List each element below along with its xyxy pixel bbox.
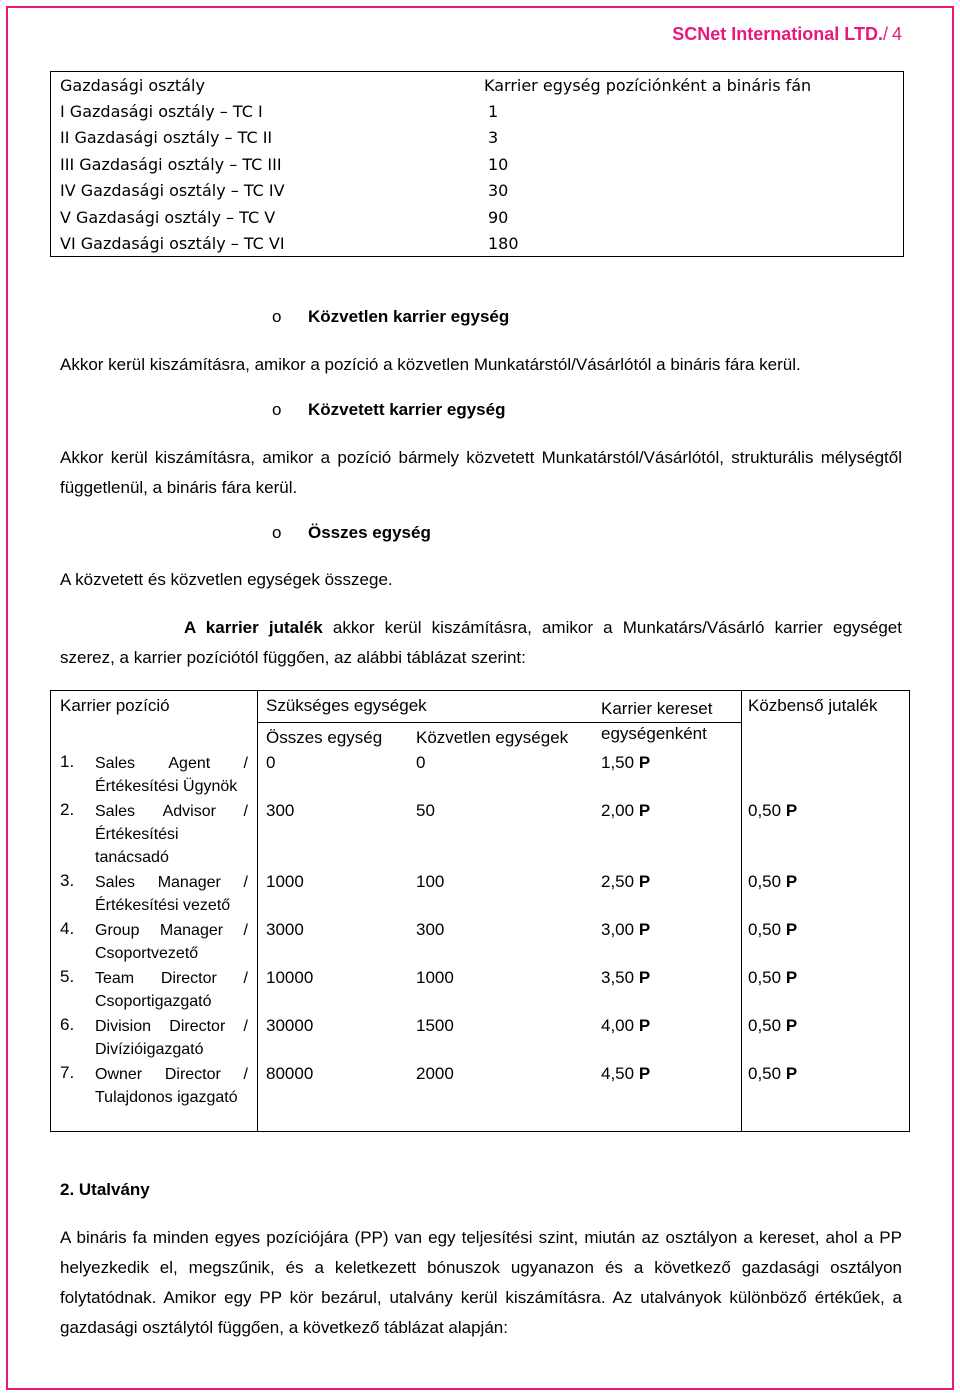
earning-per-unit: 4,00 P xyxy=(601,1016,651,1035)
header-earning: Karrier kereset egységenként xyxy=(601,699,713,743)
section-title: 2. Utalvány xyxy=(60,1180,150,1199)
position-number: 6. xyxy=(60,1015,75,1034)
class-units: 180 xyxy=(488,234,519,253)
class-units: 30 xyxy=(488,181,509,200)
position-number: 2. xyxy=(60,800,75,819)
direct-units: 1000 xyxy=(416,968,454,987)
page-number: 4 xyxy=(891,24,902,44)
position-name: Group Manager / Csoportvezető xyxy=(95,922,248,962)
paragraph-indirect: Akkor kerül kiszámításra, amikor a pozíció bármely közvetett Munkatárstól/Vásárlótól, strukturális mélységtől függetlenül, a bináris fára kerül. xyxy=(60,448,902,497)
class-name: IV Gazdasági osztály – TC IV xyxy=(60,181,285,200)
interim-reward: 0,50 P xyxy=(748,968,798,987)
paragraph-direct: Akkor kerül kiszámításra, amikor a pozíció a közvetlen Munkatárstól/Vásárlótól a bináris fára kerül. xyxy=(60,355,801,374)
direct-units: 2000 xyxy=(416,1064,454,1083)
header-units: Karrier egység pozíciónként a bináris fán xyxy=(484,76,812,95)
interim-reward: 0,50 P xyxy=(748,1064,798,1083)
earning-per-unit: 2,50 P xyxy=(601,872,651,891)
earning-per-unit: 2,00 P xyxy=(601,801,651,820)
total-units: 80000 xyxy=(266,1064,314,1083)
position-name: Sales Advisor / Értékesítési tanácsadó xyxy=(95,803,248,866)
career-table xyxy=(50,690,910,1132)
table-row xyxy=(51,99,903,125)
company-name: SCNet International LTD. xyxy=(672,24,883,44)
earning-per-unit: 4,50 P xyxy=(601,1064,651,1083)
total-units: 300 xyxy=(266,801,295,820)
header-class: Gazdasági osztály xyxy=(60,76,205,95)
direct-units: 1500 xyxy=(416,1016,454,1035)
position-number: 4. xyxy=(60,919,75,938)
table-row xyxy=(51,205,903,231)
table-row xyxy=(51,152,903,178)
total-units: 10000 xyxy=(266,968,314,987)
class-units: 90 xyxy=(488,208,509,227)
position-name: Sales Agent / Értékesítési Ügynök xyxy=(95,755,248,795)
total-units: 3000 xyxy=(266,920,304,939)
class-name: V Gazdasági osztály – TC V xyxy=(60,208,276,227)
position-number: 5. xyxy=(60,967,75,986)
position-name: Sales Manager / Értékesítési vezető xyxy=(95,874,248,914)
table-row xyxy=(51,125,903,151)
total-units: 1000 xyxy=(266,872,304,891)
earning-per-unit: 3,50 P xyxy=(601,968,651,987)
class-name: II Gazdasági osztály – TC II xyxy=(60,128,273,147)
class-name: VI Gazdasági osztály – TC VI xyxy=(60,234,285,253)
bullet-title: Közvetlen karrier egység xyxy=(308,307,510,326)
position-number: 3. xyxy=(60,871,75,890)
col-divider xyxy=(257,691,258,1131)
class-name: I Gazdasági osztály – TC I xyxy=(60,102,263,121)
direct-units: 300 xyxy=(416,920,445,939)
paragraph-total: A közvetett és közvetlen egységek összege. xyxy=(60,570,393,589)
economic-class-table xyxy=(50,71,904,257)
table-row xyxy=(51,231,903,257)
total-units: 0 xyxy=(266,753,276,772)
reward-text: akkor kerül kiszámításra, amikor a Munkatárs/Vásárló karrier egységet szerez, a karrier pozíciótól függően, az alábbi táblázat szerint: xyxy=(60,618,902,667)
class-units: 10 xyxy=(488,155,509,174)
paragraph-voucher: A bináris fa minden egyes pozíciójára (PP) van egy teljesítési szint, miután az osztályon a kereset, ahol a PP helyezkedik el, megszűnik, és a keletkezett bónuszok ugyanazon és a következő gazdasági osztályon folytatódnak. Amikor egy PP kör bezárul, utalvány kerül kiszámításra. Az utalványok különböző értékűek, a gazdasági osztálytól függően, a következő táblázat alapján: xyxy=(60,1228,902,1337)
header-required: Szükséges egységek xyxy=(266,696,427,715)
interim-reward: 0,50 P xyxy=(748,1016,798,1035)
position-name: Division Director / Divízióigazgató xyxy=(95,1018,248,1058)
class-units: 3 xyxy=(488,128,499,147)
position-number: 1. xyxy=(60,752,75,771)
table-header-row xyxy=(51,73,903,99)
position-name: Owner Director / Tulajdonos igazgató xyxy=(95,1066,248,1106)
position-number: 7. xyxy=(60,1063,75,1082)
direct-units: 100 xyxy=(416,872,445,891)
bullet-indirect xyxy=(272,400,505,420)
earning-per-unit: 3,00 P xyxy=(601,920,651,939)
total-units: 30000 xyxy=(266,1016,314,1035)
interim-reward: 0,50 P xyxy=(748,872,798,891)
earning-per-unit: 1,50 P xyxy=(601,753,651,772)
bullet-direct xyxy=(272,307,509,327)
table-row xyxy=(51,178,903,204)
interim-reward: 0,50 P xyxy=(748,920,798,939)
bullet-total xyxy=(272,523,431,543)
header-total: Összes egység xyxy=(266,728,383,747)
header-direct: Közvetlen egységek xyxy=(416,728,569,747)
direct-units: 0 xyxy=(416,753,426,772)
class-name: III Gazdasági osztály – TC III xyxy=(60,155,282,174)
bullet-title: Közvetett karrier egység xyxy=(308,400,506,419)
class-units: 1 xyxy=(488,102,499,121)
bullet-marker: o xyxy=(272,400,282,419)
interim-reward: 0,50 P xyxy=(748,801,798,820)
col-divider xyxy=(741,691,742,1131)
direct-units: 50 xyxy=(416,801,435,820)
bullet-marker: o xyxy=(272,523,282,542)
page-header xyxy=(672,24,902,45)
bullet-marker: o xyxy=(272,307,282,326)
header-separator: / xyxy=(882,24,888,44)
bullet-title: Összes egység xyxy=(308,523,431,542)
header-interim: Közbenső jutalék xyxy=(748,696,878,715)
header-position: Karrier pozíció xyxy=(60,696,170,715)
paragraph-career-reward xyxy=(60,613,902,673)
reward-bold: A karrier jutalék xyxy=(184,618,323,637)
position-name: Team Director / Csoportigazgató xyxy=(95,970,248,1010)
